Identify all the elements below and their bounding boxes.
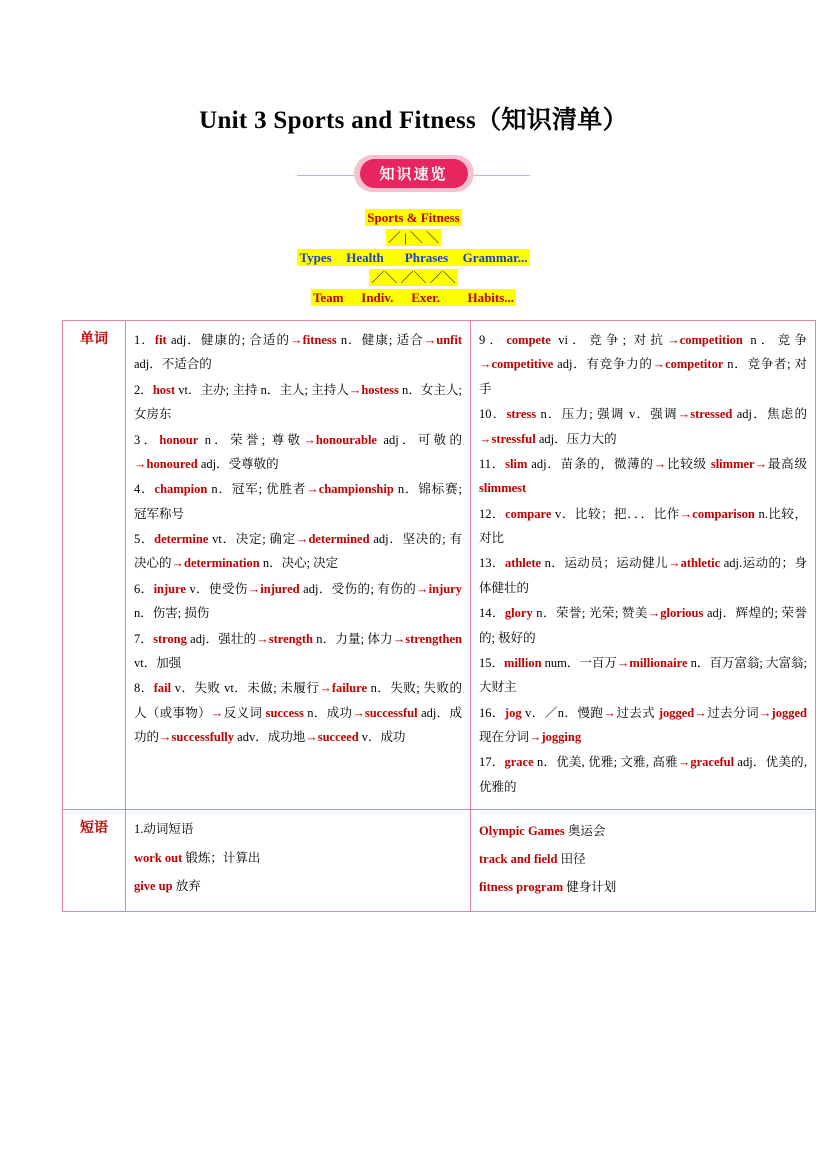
phrase-item bbox=[479, 873, 807, 901]
words-left-column bbox=[126, 321, 471, 810]
phrase-item bbox=[479, 817, 807, 845]
knowledge-table bbox=[62, 320, 816, 912]
phrase-term: fitness program bbox=[479, 880, 564, 895]
section-banner bbox=[62, 152, 765, 198]
word-entry: 17．grace n．优美, 优雅; 文雅, 高雅→graceful adj．优美的, 优雅的 bbox=[479, 755, 807, 794]
mind-map-tree bbox=[62, 208, 765, 308]
phrase-meaning: 奥运会 bbox=[567, 824, 606, 839]
phrase-meaning: 锻炼；计算出 bbox=[185, 851, 261, 866]
tree-level2-item-2: Exer. bbox=[411, 290, 440, 305]
tree-level1-item-2: Phrases bbox=[404, 250, 449, 265]
word-entry: 2．host vt．主办; 主持 n．主人; 主持人→hostess n．女主人; 女房东 bbox=[134, 382, 462, 422]
phrase-item bbox=[134, 844, 462, 872]
phrase-item bbox=[134, 872, 462, 900]
word-entry: 9．compete vi．竞争; 对抗→competition n．竞争→competitive adj．有竞争力的→competitor n．竞争者; 对手 bbox=[479, 333, 807, 396]
banner-label: 知识速览 bbox=[359, 159, 467, 188]
word-entry: 1．fit adj．健康的; 合适的→fitness n．健康; 适合→unfit adj．不适合的 bbox=[134, 333, 462, 372]
word-entry: 16．jog v．／n．慢跑→过去式 jogged→过去分词→jogged 现在分词→jogging bbox=[479, 705, 807, 744]
phrases-right-column bbox=[471, 810, 816, 911]
phrase-term: work out bbox=[134, 851, 183, 866]
phrase-meaning: 田径 bbox=[560, 852, 586, 867]
word-entry: 10．stress n．压力; 强调 v．强调→stressed adj．焦虑的→stressful adj．压力大的 bbox=[479, 407, 807, 446]
phrase-meaning: 健身计划 bbox=[566, 880, 617, 895]
row-label-phrases: 短语 bbox=[63, 810, 126, 911]
tree-root-row bbox=[62, 208, 765, 228]
tree-root-label: Sports & Fitness bbox=[367, 210, 460, 225]
row-label-words: 单词 bbox=[63, 321, 126, 810]
tree-level2-item-0: Team bbox=[312, 290, 344, 305]
tree-level2-item-1: Indiv. bbox=[361, 290, 394, 305]
word-entry: 15．million num．一百万→millionaire n．百万富翁; 大富翁; 大财主 bbox=[479, 655, 807, 695]
word-entry: 5．determine vt．决定; 确定→determined adj．坚决的; 有决心的→determination n．决心; 决定 bbox=[134, 532, 462, 571]
tree-level1-item-0: Types bbox=[299, 250, 332, 265]
tree-level2-row bbox=[62, 288, 765, 308]
phrase-group-heading: 1.动词短语 bbox=[134, 822, 194, 837]
phrases-left-column bbox=[126, 810, 471, 911]
tree-connector-1-label: ／ | ＼ ＼ bbox=[387, 230, 440, 245]
phrase-term: Olympic Games bbox=[479, 824, 565, 839]
tree-connector-2-label: ／＼ ／＼ ／＼ bbox=[371, 270, 456, 285]
word-entry: 8．fail v．失败 vt．未做; 未履行→failure n．失败; 失败的人（或事物）→反义词 success n．成功→successful adj．成功的→successfully adv．成功地→succeed v．成功 bbox=[134, 681, 462, 744]
tree-level1-row bbox=[62, 248, 765, 268]
table-row-words bbox=[63, 321, 816, 810]
word-entry: 13．athlete n．运动员；运动健儿→athletic adj.运动的；身体健壮的 bbox=[479, 556, 807, 595]
tree-level1-item-1: Health bbox=[346, 250, 384, 265]
word-entry: 12．compare v．比较；把．．．比作→comparison n.比较，对比 bbox=[479, 506, 807, 545]
banner-pill bbox=[353, 155, 473, 192]
phrase-item bbox=[479, 845, 807, 873]
tree-connector-1 bbox=[62, 228, 765, 248]
word-entry: 3．honour n．荣誉; 尊敬→honourable adj．可敬的→honoured adj．受尊敬的 bbox=[134, 432, 462, 471]
word-entry: 11．slim adj．苗条的，微薄的→比较级 slimmer→最高级 slimmest bbox=[479, 456, 807, 496]
tree-level2-item-3: Habits... bbox=[467, 290, 515, 305]
word-entry: 4．champion n．冠军; 优胜者→championship n．锦标赛; 冠军称号 bbox=[134, 482, 462, 521]
tree-level1-item-3: Grammar... bbox=[462, 250, 528, 265]
tree-connector-2 bbox=[62, 268, 765, 288]
phrase-meaning: 放弃 bbox=[175, 879, 201, 894]
word-entry: 14．glory n．荣誉; 光荣; 赞美→glorious adj．辉煌的; 荣誉的; 极好的 bbox=[479, 606, 807, 645]
word-entry: 6．injure v．使受伤→injured adj．受伤的; 有伤的→injury n．伤害; 损伤 bbox=[134, 581, 462, 621]
phrase-term: track and field bbox=[479, 852, 558, 867]
word-entry: 7．strong adj．强壮的→strength n．力量; 体力→strengthen vt．加强 bbox=[134, 631, 462, 670]
table-row-phrases bbox=[63, 810, 816, 911]
words-right-column bbox=[471, 321, 816, 810]
page-title: Unit 3 Sports and Fitness（知识清单） bbox=[199, 107, 628, 134]
phrase-term: give up bbox=[134, 879, 173, 894]
